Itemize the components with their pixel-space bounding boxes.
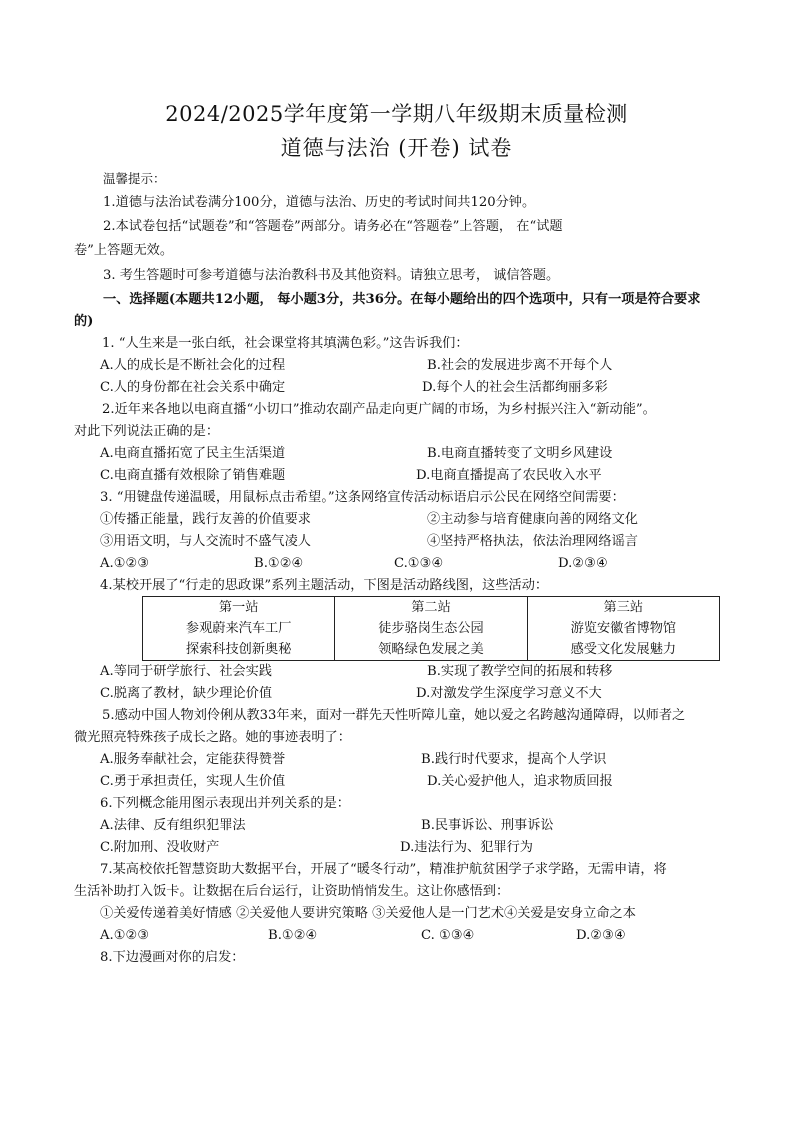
q3-statement-4: ④坚持严格执法，依法治理网络谣言 xyxy=(427,534,638,549)
q5-option-d: D.关心爱护他人，追求物质回报 xyxy=(427,774,613,789)
exam-title: 2024/2025学年度第一学期八年级期末质量检测 xyxy=(165,102,628,126)
q2-option-c: C.电商直播有效根除了销售难题 xyxy=(100,468,286,483)
q1-option-b: B.社会的发展进步离不开每个人 xyxy=(427,358,613,373)
q3-option-d: D.②③④ xyxy=(558,556,608,571)
q6-option-b: B.民事诉讼、刑事诉讼 xyxy=(421,818,554,833)
exam-subtitle: 道德与法治 (开卷) 试卷 xyxy=(280,136,513,160)
q2-option-a: A.电商直播拓宽了民主生活渠道 xyxy=(100,446,286,461)
q7-option-a: A.①②③ xyxy=(100,928,150,943)
notice-item-2-line-2: 卷”上答题无效。 xyxy=(74,243,174,258)
q7-statements: ①关爱传递着美好情感 ②关爱他人要讲究策略 ③关爱他人是一门艺术④关爱是安身立命之本 xyxy=(100,906,636,921)
route-stop-2 xyxy=(335,597,527,661)
q6-stem: 6.下列概念能用图示表现出并列关系的是： xyxy=(100,796,350,811)
q2-option-d: D.电商直播提高了农民收入水平 xyxy=(416,468,602,483)
section-heading-line-2: 的) xyxy=(74,314,94,329)
q4-stem: 4.某校开展了“行走的思政课”系列主题活动，下图是活动路线图，这些活动： xyxy=(100,578,549,593)
q6-option-d: D.违法行为、犯罪行为 xyxy=(400,840,533,855)
q3-statement-3: ③用语文明，与人交流时不盛气凌人 xyxy=(100,534,311,549)
q4-option-a: A.等同于研学旅行、社会实践 xyxy=(100,664,272,679)
q4-option-c: C.脱离了教材，缺少理论价值 xyxy=(100,686,273,701)
q5-option-a: A.服务奉献社会，定能获得赞誉 xyxy=(100,752,286,767)
activity-route-table xyxy=(142,596,720,661)
q8-stem: 8.下边漫画对你的启发： xyxy=(100,950,245,965)
q1-option-a: A.人的成长是不断社会化的过程 xyxy=(100,358,286,373)
q5-option-c: C.勇于承担责任，实现人生价值 xyxy=(100,774,286,789)
section-heading-line-1: 一、选择题(本题共12小题， 每小题3分，共36分。在每小题给出的四个选项中，只有一项是符合要求 xyxy=(103,292,701,307)
route-stop-1-heading: 第一站 xyxy=(218,600,259,615)
q1-option-c: C.人的身份都在社会关系中确定 xyxy=(100,380,286,395)
q2-stem-line-1: 2.近年来各地以电商直播“小切口”推动农副产品走向更广阔的市场，为乡村振兴注入“新动能”。 xyxy=(102,402,656,417)
route-stop-2-line-2: 领略绿色发展之美 xyxy=(378,642,484,657)
q3-statement-1: ①传播正能量，践行友善的价值要求 xyxy=(100,512,311,527)
q3-option-a: A.①②③ xyxy=(100,556,150,571)
route-stop-3-line-1: 游览安徽省博物馆 xyxy=(570,621,677,636)
q4-option-d: D.对激发学生深度学习意义不大 xyxy=(416,686,602,701)
notice-heading: 温馨提示： xyxy=(103,171,166,186)
q5-option-b: B.践行时代要求，提高个人学识 xyxy=(421,752,607,767)
q2-stem-line-2: 对此下列说法正确的是： xyxy=(74,424,220,439)
q1-stem: 1. “人生来是一张白纸，社会课堂将其填满色彩。”这告诉我们： xyxy=(102,336,469,351)
q5-stem-line-1: 5.感动中国人物刘伶俐从教33年来，面对一群先天性听障儿童，她以爱之名跨越沟通障碍，以师者之 xyxy=(102,708,686,723)
route-stop-3-heading: 第三站 xyxy=(603,600,644,615)
route-stop-2-line-1: 徒步骆岗生态公园 xyxy=(378,621,484,636)
route-stop-1-line-1: 参观蔚来汽车工厂 xyxy=(185,621,292,636)
notice-item-2-line-1: 2.本试卷包括“试题卷”和“答题卷”两部分。请务必在“答题卷”上答题， 在“试题 xyxy=(103,219,563,234)
q7-stem-line-2: 生活补助打入饭卡。让数据在后台运行，让资助悄悄发生。这让你感悟到： xyxy=(74,884,510,899)
route-stop-2-heading: 第二站 xyxy=(411,600,451,615)
q7-stem-line-1: 7.某高校依托智慧资助大数据平台，开展了“暖冬行动”，精准护航贫困学子求学路，无需申请，将 xyxy=(100,862,667,877)
notice-item-1: 1.道德与法治试卷满分100分，道德与法治、历史的考试时间共120分钟。 xyxy=(103,195,536,210)
q3-option-b: B.①②④ xyxy=(254,556,304,571)
q7-option-b: B.①②④ xyxy=(268,928,318,943)
route-stop-3-line-2: 感受文化发展魅力 xyxy=(570,642,677,657)
q3-statement-2: ②主动参与培育健康向善的网络文化 xyxy=(427,512,638,527)
q6-option-c: C.附加刑、没收财产 xyxy=(100,840,220,855)
q1-option-d: D.每个人的社会生活都绚丽多彩 xyxy=(422,380,608,395)
route-stop-3 xyxy=(527,597,719,661)
q5-stem-line-2: 微光照亮特殊孩子成长之路。她的事迹表明了： xyxy=(74,730,351,745)
q3-option-c: C.①③④ xyxy=(394,556,444,571)
q7-option-d: D.②③④ xyxy=(576,928,626,943)
q3-stem: 3. “用键盘传递温暖，用鼠标点击希望。”这条网络宣传活动标语启示公民在网络空间需要： xyxy=(100,490,625,505)
route-stop-1-line-2: 探索科技创新奥秘 xyxy=(185,642,292,657)
q7-option-c: C. ①③④ xyxy=(421,928,475,943)
q4-option-b: B.实现了教学空间的拓展和转移 xyxy=(427,664,613,679)
q6-option-a: A.法律、反有组织犯罪法 xyxy=(100,818,246,833)
q2-option-b: B.电商直播转变了文明乡风建设 xyxy=(427,446,613,461)
route-stop-1 xyxy=(143,597,335,661)
notice-item-3: 3. 考生答题时可参考道德与法治教科书及其他资料。请独立思考， 诚信答题。 xyxy=(103,268,560,283)
